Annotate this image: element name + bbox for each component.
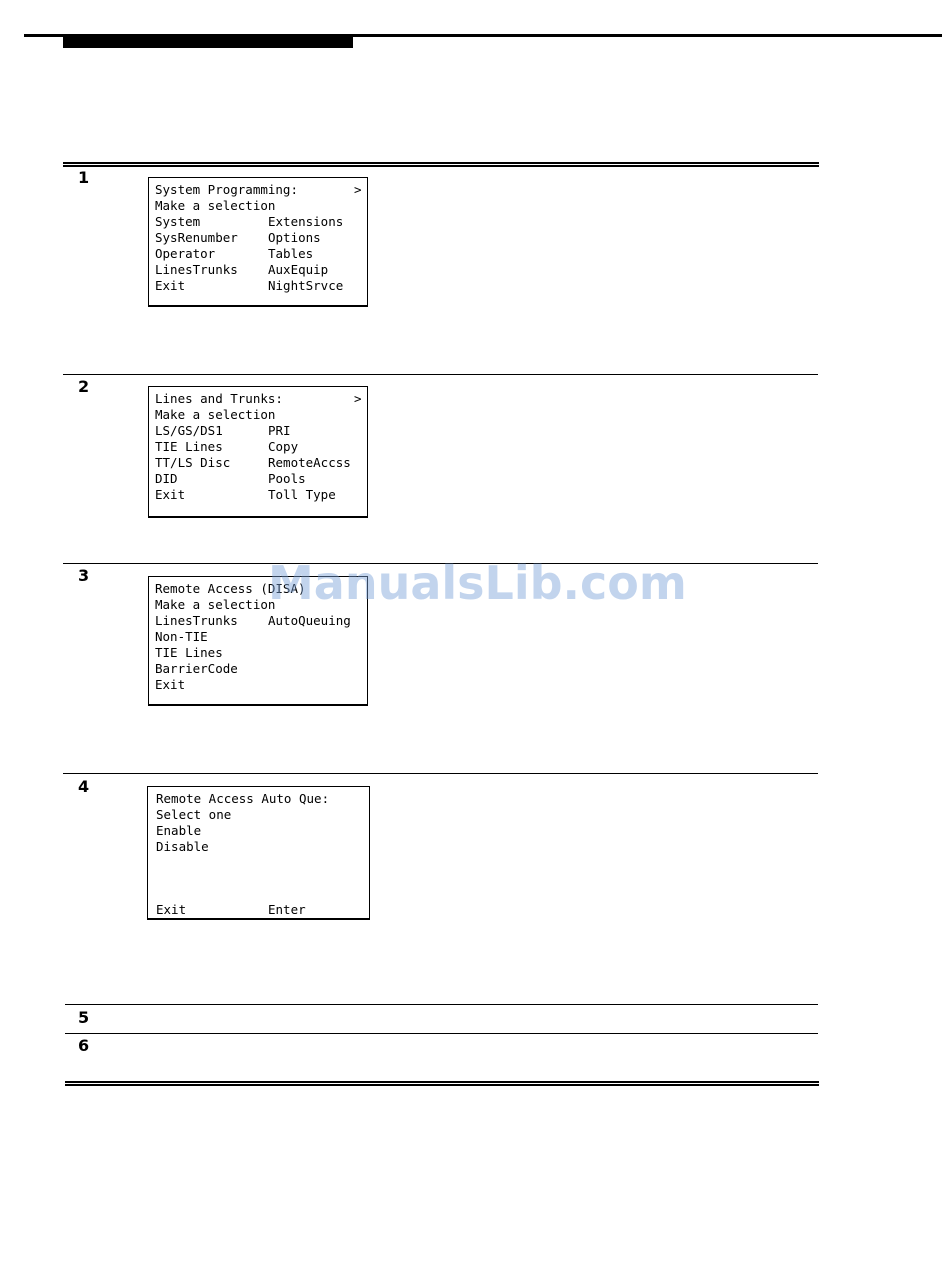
menu-option-disable[interactable]: Disable <box>156 839 209 854</box>
section-rule <box>63 374 818 375</box>
screen-row <box>148 855 369 871</box>
screen-row <box>149 613 367 629</box>
screen-title: Remote Access (DISA) <box>155 581 306 596</box>
menu-option-pri[interactable]: PRI <box>268 423 291 438</box>
step-number-5: 5 <box>78 1008 90 1027</box>
more-arrow-button[interactable]: > <box>354 391 362 406</box>
menu-option-enter[interactable]: Enter <box>268 902 306 917</box>
console-screen-system-programming <box>148 177 368 307</box>
screen-row <box>149 487 367 503</box>
more-arrow-button[interactable]: > <box>354 182 362 197</box>
screen-row <box>149 645 367 661</box>
menu-option-linestrunks[interactable]: LinesTrunks <box>155 613 238 628</box>
menu-option-exit[interactable]: Exit <box>155 677 186 692</box>
screen-row <box>148 839 369 855</box>
menu-option-remoteaccss[interactable]: RemoteAccss <box>268 455 351 470</box>
menu-option-options[interactable]: Options <box>268 230 321 245</box>
menu-option-exit[interactable]: Exit <box>156 902 187 917</box>
step-number-1: 1 <box>78 168 90 187</box>
menu-option-enable[interactable]: Enable <box>156 823 202 838</box>
section-rule-bottom <box>65 1081 819 1086</box>
menu-option-pools[interactable]: Pools <box>268 471 306 486</box>
menu-option-exit[interactable]: Exit <box>155 487 186 502</box>
screen-row <box>149 391 367 407</box>
section-rule-top <box>63 162 819 167</box>
step-number-4: 4 <box>78 777 90 796</box>
screen-row <box>149 423 367 439</box>
screen-prompt: Select one <box>156 807 232 822</box>
menu-option-linestrunks[interactable]: LinesTrunks <box>155 262 238 277</box>
section-rule <box>63 773 818 774</box>
menu-option-non-tie[interactable]: Non-TIE <box>155 629 208 644</box>
screen-row <box>149 407 367 423</box>
screen-row <box>148 902 369 918</box>
menu-option-extensions[interactable]: Extensions <box>268 214 344 229</box>
menu-option-nightsrvce[interactable]: NightSrvce <box>268 278 344 293</box>
screen-row <box>149 198 367 214</box>
screen-title: Remote Access Auto Que: <box>156 791 330 806</box>
screen-row <box>149 455 367 471</box>
menu-option-tt-ls-disc[interactable]: TT/LS Disc <box>155 455 231 470</box>
step-number-6: 6 <box>78 1036 90 1055</box>
menu-option-autoqueuing[interactable]: AutoQueuing <box>268 613 351 628</box>
screen-title: System Programming: <box>155 182 298 197</box>
screen-row <box>149 677 367 693</box>
menu-option-tie-lines[interactable]: TIE Lines <box>155 645 223 660</box>
screen-row <box>149 262 367 278</box>
step-number-2: 2 <box>78 377 90 396</box>
screen-row <box>149 246 367 262</box>
header-bar <box>63 37 353 48</box>
screen-row <box>149 214 367 230</box>
screen-row <box>149 278 367 294</box>
screen-row <box>149 230 367 246</box>
step-number-3: 3 <box>78 566 90 585</box>
screen-prompt: Make a selection <box>155 597 276 612</box>
menu-option-barriercode[interactable]: BarrierCode <box>155 661 238 676</box>
console-screen-lines-and-trunks <box>148 386 368 518</box>
menu-option-exit[interactable]: Exit <box>155 278 186 293</box>
menu-option-toll-type[interactable]: Toll Type <box>268 487 336 502</box>
screen-prompt: Make a selection <box>155 407 276 422</box>
screen-row <box>149 471 367 487</box>
screen-row <box>148 871 369 887</box>
screen-row <box>149 661 367 677</box>
console-screen-remote-access-auto-que <box>147 786 370 920</box>
screen-row <box>148 823 369 839</box>
menu-option-tables[interactable]: Tables <box>268 246 314 261</box>
screen-title: Lines and Trunks: <box>155 391 283 406</box>
section-rule <box>65 1004 818 1005</box>
section-rule <box>65 1033 818 1034</box>
screen-row <box>148 791 369 807</box>
menu-option-operator[interactable]: Operator <box>155 246 216 261</box>
menu-option-ls-gs-ds1[interactable]: LS/GS/DS1 <box>155 423 223 438</box>
screen-row <box>149 439 367 455</box>
menu-option-system[interactable]: System <box>155 214 201 229</box>
menu-option-sysrenumber[interactable]: SysRenumber <box>155 230 238 245</box>
screen-prompt: Make a selection <box>155 198 276 213</box>
menu-option-tie-lines[interactable]: TIE Lines <box>155 439 223 454</box>
menu-option-did[interactable]: DID <box>155 471 178 486</box>
screen-row <box>148 807 369 823</box>
menu-option-copy[interactable]: Copy <box>268 439 299 454</box>
watermark-logo: ManualsLib.com <box>268 556 687 610</box>
screen-row <box>149 182 367 198</box>
menu-option-auxequip[interactable]: AuxEquip <box>268 262 329 277</box>
screen-row <box>149 629 367 645</box>
